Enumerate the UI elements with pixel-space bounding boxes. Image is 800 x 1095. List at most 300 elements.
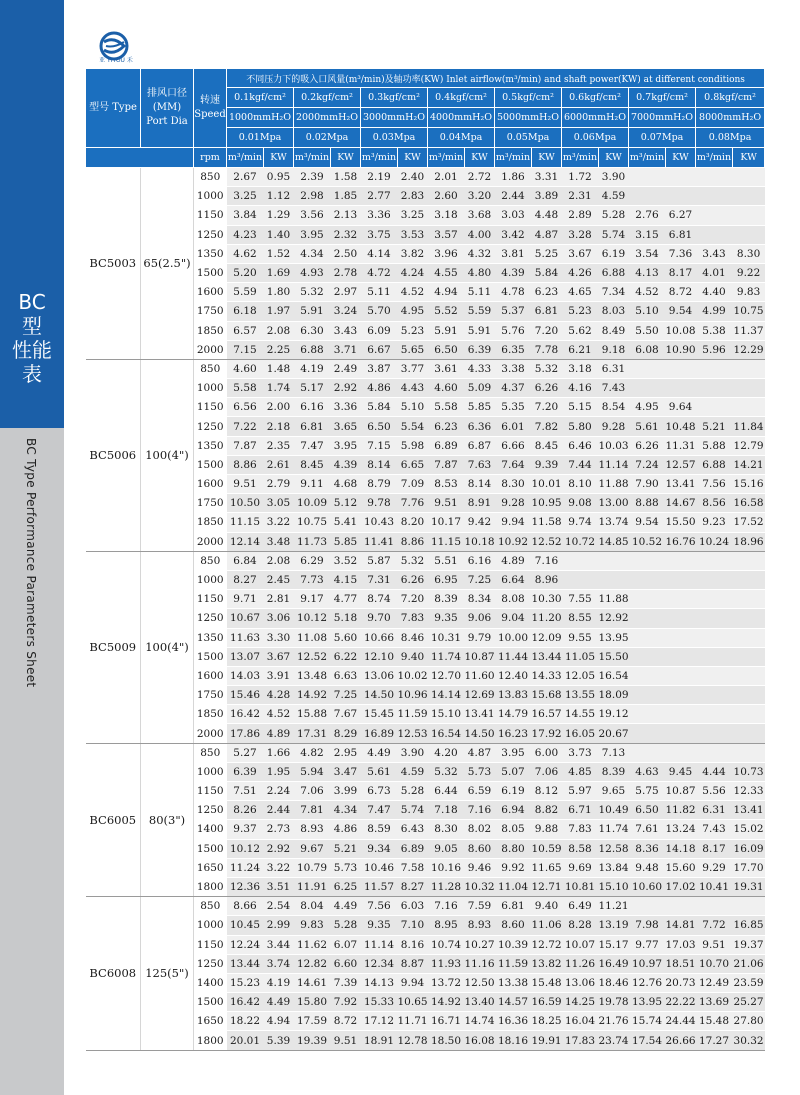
rpm-cell: 1500 [194, 455, 227, 474]
flow-cell: 13.06 [361, 666, 398, 685]
flow-cell: 12.34 [361, 954, 398, 973]
power-cell: 8.39 [599, 762, 629, 781]
flow-cell: 7.87 [428, 455, 465, 474]
pressure-header-kgf: 0.1kgf/cm² [227, 88, 294, 108]
flow-cell: 2.98 [294, 187, 331, 206]
flow-cell: 6.19 [495, 782, 532, 801]
flow-cell: 7.24 [629, 455, 666, 474]
flow-cell: 12.05 [562, 666, 599, 685]
power-cell: 4.15 [331, 570, 361, 589]
unit-power: KW [264, 148, 294, 168]
col-header-model: 型号 Type [86, 69, 141, 148]
flow-cell: 7.47 [361, 801, 398, 820]
flow-cell [696, 897, 733, 916]
power-cell: 7.34 [599, 283, 629, 302]
power-cell: 12.57 [666, 455, 696, 474]
power-cell: 1.95 [264, 762, 294, 781]
power-cell: 5.18 [331, 609, 361, 628]
rpm-cell: 1250 [194, 954, 227, 973]
power-cell: 6.03 [398, 897, 428, 916]
power-cell: 8.02 [465, 820, 495, 839]
flow-cell: 5.27 [227, 743, 264, 762]
flow-cell: 3.67 [562, 244, 599, 263]
power-cell: 30.32 [733, 1031, 765, 1050]
flow-cell: 17.54 [629, 1031, 666, 1050]
flow-cell: 6.49 [562, 897, 599, 916]
power-cell: 15.16 [733, 475, 765, 494]
power-cell: 5.41 [331, 513, 361, 532]
power-cell: 7.83 [398, 609, 428, 628]
power-cell: 8.20 [398, 513, 428, 532]
power-cell: 9.94 [398, 973, 428, 992]
flow-cell: 9.51 [428, 494, 465, 513]
power-cell: 3.67 [264, 647, 294, 666]
flow-cell [696, 168, 733, 187]
power-cell: 9.45 [666, 762, 696, 781]
power-cell: 17.70 [733, 858, 765, 877]
power-cell: 10.95 [532, 494, 562, 513]
power-cell [733, 686, 765, 705]
power-cell: 4.80 [465, 263, 495, 282]
port-dia-cell: 65(2.5") [141, 168, 194, 360]
power-cell: 8.14 [465, 475, 495, 494]
power-cell: 6.89 [398, 839, 428, 858]
flow-cell: 9.78 [361, 494, 398, 513]
flow-cell: 8.59 [361, 820, 398, 839]
rpm-cell: 1850 [194, 705, 227, 724]
flow-cell: 15.33 [361, 993, 398, 1012]
flow-cell: 7.61 [629, 820, 666, 839]
power-cell: 8.87 [398, 954, 428, 973]
power-cell: 2.18 [264, 417, 294, 436]
flow-cell: 2.67 [227, 168, 264, 187]
power-cell: 2.24 [264, 782, 294, 801]
flow-cell: 7.15 [227, 340, 264, 359]
flow-cell: 5.61 [361, 762, 398, 781]
flow-cell [629, 551, 666, 570]
power-cell: 8.72 [666, 283, 696, 302]
power-cell: 20.73 [666, 973, 696, 992]
power-cell: 8.46 [398, 628, 428, 647]
flow-cell: 3.42 [495, 225, 532, 244]
rpm-cell: 1850 [194, 513, 227, 532]
flow-cell: 5.91 [428, 321, 465, 340]
rpm-cell: 850 [194, 551, 227, 570]
flow-cell: 18.16 [495, 1031, 532, 1050]
power-cell: 23.59 [733, 973, 765, 992]
flow-cell: 5.84 [361, 398, 398, 417]
power-cell: 5.10 [398, 398, 428, 417]
rpm-cell: 1500 [194, 993, 227, 1012]
flow-cell: 6.81 [495, 897, 532, 916]
flow-cell: 5.32 [294, 283, 331, 302]
power-cell: 5.59 [465, 302, 495, 321]
flow-cell: 2.31 [562, 187, 599, 206]
flow-cell: 11.14 [361, 935, 398, 954]
flow-cell: 7.98 [629, 916, 666, 935]
flow-cell: 10.24 [696, 532, 733, 551]
flow-cell: 5.38 [696, 321, 733, 340]
flow-cell: 8.93 [294, 820, 331, 839]
flow-cell: 3.57 [428, 225, 465, 244]
power-cell: 2.45 [264, 570, 294, 589]
power-cell: 7.76 [398, 494, 428, 513]
flow-cell [696, 647, 733, 666]
flow-cell: 7.16 [428, 897, 465, 916]
flow-cell: 4.14 [361, 244, 398, 263]
flow-cell: 10.31 [428, 628, 465, 647]
sidebar [0, 0, 64, 1095]
unit-power: KW [465, 148, 495, 168]
power-cell: 3.48 [264, 532, 294, 551]
power-cell: 18.09 [599, 686, 629, 705]
power-cell: 7.43 [599, 379, 629, 398]
power-cell [666, 686, 696, 705]
table-row [86, 743, 765, 762]
power-cell: 10.08 [666, 321, 696, 340]
flow-cell: 6.89 [428, 436, 465, 455]
flow-cell: 6.66 [495, 436, 532, 455]
flow-cell [696, 705, 733, 724]
power-cell: 6.81 [666, 225, 696, 244]
power-cell: 5.11 [465, 283, 495, 302]
flow-cell: 17.59 [294, 1012, 331, 1031]
flow-cell: 7.18 [428, 801, 465, 820]
flow-cell: 4.44 [696, 762, 733, 781]
flow-cell: 6.29 [294, 551, 331, 570]
power-cell [733, 647, 765, 666]
power-cell: 13.19 [599, 916, 629, 935]
flow-cell: 11.63 [227, 628, 264, 647]
power-cell: 3.90 [398, 743, 428, 762]
flow-cell: 3.18 [428, 206, 465, 225]
flow-cell: 10.67 [227, 609, 264, 628]
power-cell: 10.01 [532, 475, 562, 494]
flow-cell: 9.37 [227, 820, 264, 839]
rpm-cell: 1500 [194, 839, 227, 858]
power-cell: 0.95 [264, 168, 294, 187]
flow-cell: 8.28 [562, 916, 599, 935]
power-cell: 1.80 [264, 283, 294, 302]
power-cell: 7.25 [465, 570, 495, 589]
power-cell: 12.71 [532, 877, 562, 896]
flow-cell: 9.94 [495, 513, 532, 532]
power-cell: 15.60 [666, 858, 696, 877]
power-cell: 12.33 [733, 782, 765, 801]
rpm-cell: 1250 [194, 801, 227, 820]
flow-cell: 6.56 [227, 398, 264, 417]
table-row [86, 359, 765, 378]
flow-cell: 5.58 [428, 398, 465, 417]
power-cell: 16.09 [733, 839, 765, 858]
power-cell: 4.87 [465, 743, 495, 762]
power-cell [666, 705, 696, 724]
power-cell: 3.25 [398, 206, 428, 225]
flow-cell: 4.93 [294, 263, 331, 282]
flow-cell: 6.39 [227, 762, 264, 781]
power-cell: 5.28 [599, 206, 629, 225]
flow-cell: 6.71 [562, 801, 599, 820]
flow-cell: 4.60 [227, 359, 264, 378]
power-cell [733, 225, 765, 244]
power-cell [666, 590, 696, 609]
power-cell: 1.74 [264, 379, 294, 398]
flow-cell: 4.19 [294, 359, 331, 378]
flow-cell: 10.41 [696, 877, 733, 896]
flow-cell: 10.45 [227, 916, 264, 935]
power-cell: 5.98 [398, 436, 428, 455]
flow-cell: 6.95 [428, 570, 465, 589]
power-cell: 3.99 [331, 782, 361, 801]
flow-cell: 4.89 [495, 551, 532, 570]
pressure-header-mm: 8000mmH₂O [696, 108, 765, 128]
power-cell: 25.27 [733, 993, 765, 1012]
flow-cell: 5.61 [629, 417, 666, 436]
power-cell: 7.20 [532, 398, 562, 417]
flow-cell: 8.74 [361, 590, 398, 609]
power-cell: 7.06 [532, 762, 562, 781]
flow-cell: 6.88 [294, 340, 331, 359]
power-cell: 4.59 [599, 187, 629, 206]
power-cell [733, 570, 765, 589]
pressure-header-mm: 2000mmH₂O [294, 108, 361, 128]
flow-cell: 12.76 [629, 973, 666, 992]
flow-cell: 10.12 [294, 609, 331, 628]
power-cell [666, 628, 696, 647]
table-row [86, 551, 765, 570]
flow-cell: 8.95 [428, 916, 465, 935]
flow-cell: 7.44 [562, 455, 599, 474]
flow-cell [629, 686, 666, 705]
flow-cell: 6.50 [361, 417, 398, 436]
flow-cell: 13.69 [696, 993, 733, 1012]
power-cell: 1.52 [264, 244, 294, 263]
power-cell: 2.49 [331, 359, 361, 378]
flow-cell: 15.45 [361, 705, 398, 724]
power-cell: 2.13 [331, 206, 361, 225]
rpm-cell: 850 [194, 743, 227, 762]
rpm-cell: 1250 [194, 225, 227, 244]
flow-cell: 10.60 [629, 877, 666, 896]
flow-cell: 16.42 [227, 993, 264, 1012]
flow-cell: 5.70 [361, 302, 398, 321]
flow-cell: 10.17 [428, 513, 465, 532]
rpm-cell: 1250 [194, 417, 227, 436]
flow-cell [629, 628, 666, 647]
power-cell: 11.14 [599, 455, 629, 474]
flow-cell: 6.01 [495, 417, 532, 436]
brand-logo-text: 亚 YIYOU 禾 [99, 57, 133, 64]
pressure-header-mpa: 0.05Mpa [495, 128, 562, 148]
flow-cell: 20.01 [227, 1031, 264, 1050]
flow-cell: 10.70 [696, 954, 733, 973]
power-cell: 5.91 [465, 321, 495, 340]
power-cell: 1.66 [264, 743, 294, 762]
power-cell: 5.60 [331, 628, 361, 647]
power-cell: 3.20 [465, 187, 495, 206]
power-cell: 4.48 [532, 206, 562, 225]
flow-cell: 7.15 [361, 436, 398, 455]
flow-cell [696, 359, 733, 378]
unit-flow: m³/min [428, 148, 465, 168]
flow-cell: 9.51 [696, 935, 733, 954]
rpm-cell: 2000 [194, 724, 227, 743]
flow-cell: 4.65 [562, 283, 599, 302]
rpm-cell: 1150 [194, 206, 227, 225]
flow-cell: 7.56 [696, 475, 733, 494]
flow-cell: 15.48 [696, 1012, 733, 1031]
flow-cell: 8.27 [227, 570, 264, 589]
power-cell: 12.92 [599, 609, 629, 628]
flow-cell [629, 379, 666, 398]
power-cell: 5.84 [532, 263, 562, 282]
flow-cell: 2.39 [294, 168, 331, 187]
flow-cell: 2.76 [629, 206, 666, 225]
power-cell: 4.68 [331, 475, 361, 494]
rpm-cell: 1600 [194, 666, 227, 685]
flow-cell: 5.87 [361, 551, 398, 570]
power-cell: 14.21 [733, 455, 765, 474]
power-cell: 6.60 [331, 954, 361, 973]
flow-cell: 4.86 [361, 379, 398, 398]
flow-cell: 11.74 [428, 647, 465, 666]
power-cell: 8.34 [465, 590, 495, 609]
unit-power: KW [733, 148, 765, 168]
flow-cell: 5.23 [562, 302, 599, 321]
flow-cell [696, 187, 733, 206]
power-cell: 10.87 [666, 782, 696, 801]
flow-cell: 13.83 [495, 686, 532, 705]
flow-cell: 3.15 [629, 225, 666, 244]
flow-cell: 12.36 [227, 877, 264, 896]
power-cell: 8.45 [532, 436, 562, 455]
flow-cell: 11.62 [294, 935, 331, 954]
power-cell: 10.18 [465, 532, 495, 551]
power-cell: 18.96 [733, 532, 765, 551]
power-cell: 6.27 [666, 206, 696, 225]
power-cell: 5.28 [398, 782, 428, 801]
power-cell: 7.25 [331, 686, 361, 705]
power-cell: 24.44 [666, 1012, 696, 1031]
power-cell: 11.59 [398, 705, 428, 724]
flow-cell: 6.23 [428, 417, 465, 436]
flow-cell: 13.55 [562, 686, 599, 705]
flow-cell: 6.46 [562, 436, 599, 455]
flow-cell: 11.15 [428, 532, 465, 551]
flow-cell: 9.69 [562, 858, 599, 877]
power-cell: 2.99 [264, 916, 294, 935]
flow-cell: 10.09 [294, 494, 331, 513]
power-cell: 9.46 [465, 858, 495, 877]
power-cell: 10.27 [465, 935, 495, 954]
power-cell: 3.74 [264, 954, 294, 973]
power-cell: 13.40 [465, 993, 495, 1012]
power-cell [666, 666, 696, 685]
power-cell: 9.65 [599, 782, 629, 801]
flow-cell: 5.91 [294, 302, 331, 321]
power-cell: 4.86 [331, 820, 361, 839]
power-cell: 4.34 [331, 801, 361, 820]
power-cell [599, 570, 629, 589]
flow-cell: 8.30 [495, 475, 532, 494]
flow-cell: 8.60 [495, 916, 532, 935]
power-cell: 12.09 [532, 628, 562, 647]
flow-cell: 15.46 [227, 686, 264, 705]
flow-cell: 9.05 [428, 839, 465, 858]
flow-cell: 5.75 [629, 782, 666, 801]
pressure-header-kgf: 0.6kgf/cm² [562, 88, 629, 108]
flow-cell: 10.07 [562, 935, 599, 954]
flow-cell: 9.29 [696, 858, 733, 877]
power-cell: 7.36 [666, 244, 696, 263]
pressure-header-mpa: 0.01Mpa [227, 128, 294, 148]
power-cell: 3.91 [264, 666, 294, 685]
power-cell: 26.66 [666, 1031, 696, 1050]
power-cell: 18.25 [532, 1012, 562, 1031]
power-cell: 2.83 [398, 187, 428, 206]
pressure-header-mm: 1000mmH₂O [227, 108, 294, 128]
flow-cell: 15.74 [629, 1012, 666, 1031]
power-cell: 3.51 [264, 877, 294, 896]
power-cell: 5.25 [532, 244, 562, 263]
rpm-cell: 850 [194, 897, 227, 916]
power-cell: 6.87 [465, 436, 495, 455]
flow-cell: 16.36 [495, 1012, 532, 1031]
flow-cell: 3.18 [562, 359, 599, 378]
flow-cell: 7.06 [294, 782, 331, 801]
power-cell: 8.54 [599, 398, 629, 417]
power-cell: 9.54 [666, 302, 696, 321]
table-header [86, 69, 765, 168]
power-cell: 10.73 [733, 762, 765, 781]
power-cell: 7.67 [331, 705, 361, 724]
pressure-header-kgf: 0.3kgf/cm² [361, 88, 428, 108]
power-cell: 11.16 [465, 954, 495, 973]
rpm-cell: 1000 [194, 187, 227, 206]
power-cell: 5.21 [331, 839, 361, 858]
col-header-dia: 排风口径 (MM) Port Dia [141, 69, 194, 148]
flow-cell: 8.04 [294, 897, 331, 916]
table-body [86, 168, 765, 1051]
power-cell: 2.35 [264, 436, 294, 455]
flow-cell: 3.56 [294, 206, 331, 225]
rpm-cell: 1350 [194, 628, 227, 647]
rpm-cell: 1000 [194, 379, 227, 398]
power-cell: 15.48 [532, 973, 562, 992]
unit-flow: m³/min [696, 148, 733, 168]
power-cell: 3.30 [264, 628, 294, 647]
flow-cell: 16.23 [495, 724, 532, 743]
power-cell: 14.33 [532, 666, 562, 685]
flow-cell: 9.54 [629, 513, 666, 532]
power-cell: 10.49 [599, 801, 629, 820]
flow-cell: 12.49 [696, 973, 733, 992]
power-cell: 15.02 [733, 820, 765, 839]
rpm-cell: 1750 [194, 302, 227, 321]
power-cell: 6.39 [465, 340, 495, 359]
power-cell: 4.87 [532, 225, 562, 244]
flow-cell: 5.50 [629, 321, 666, 340]
unit-flow: m³/min [227, 148, 264, 168]
power-cell: 8.91 [465, 494, 495, 513]
rpm-cell: 1600 [194, 475, 227, 494]
flow-cell: 5.59 [227, 283, 264, 302]
flow-cell: 4.49 [361, 743, 398, 762]
power-cell: 4.28 [264, 686, 294, 705]
flow-cell: 4.34 [294, 244, 331, 263]
power-cell: 2.08 [264, 551, 294, 570]
power-cell: 9.79 [465, 628, 495, 647]
